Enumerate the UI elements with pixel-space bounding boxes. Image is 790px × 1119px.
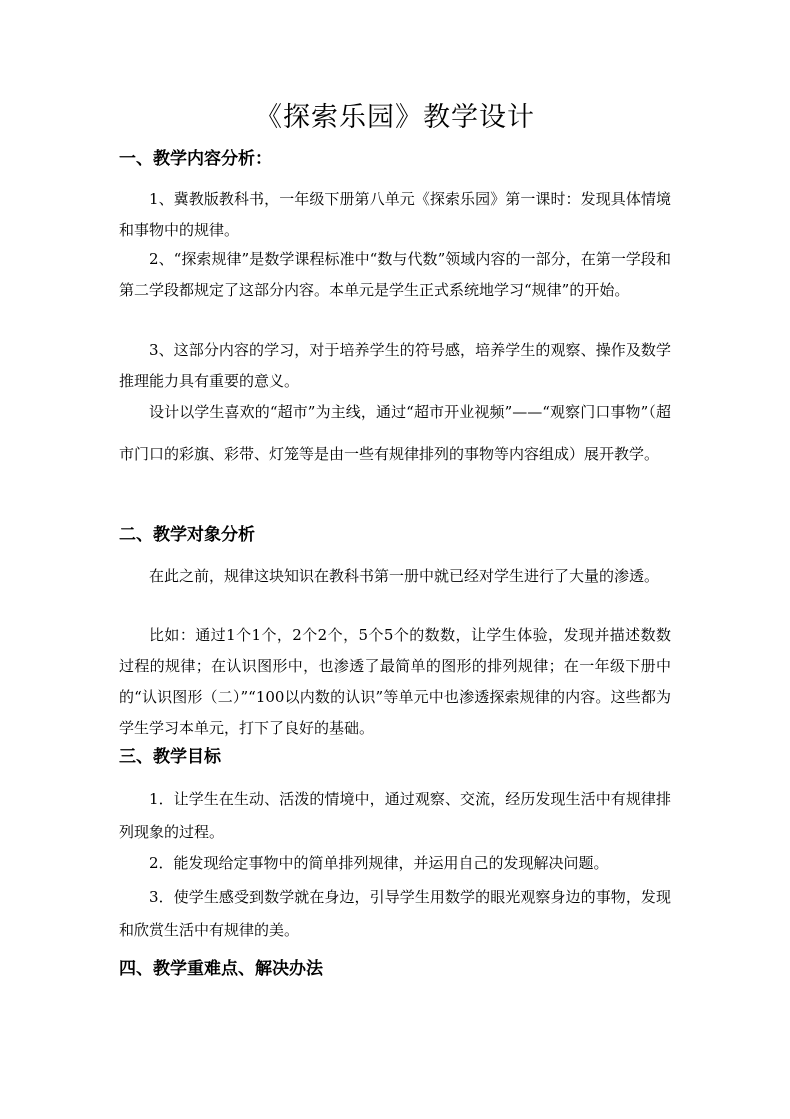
paragraph-textbook: 1、冀教版教科书，一年级下册第八单元《探索乐园》第一课时：发现具体情境和事物中的规律。 (119, 190, 671, 239)
paragraph-examples: 比如：通过1个1个，2个2个，5个5个的数数，让学生体验，发现并描述数数过程的规律；在认识图形中，也渗透了最简单的图形的排列规律；在一年级下册中的“认识图形（二）”“100以内数的认识”等单元中也渗透探索规律的内容。这些都为学生学习本单元，打下了良好的基础。 (119, 626, 671, 737)
section-heading-learner-analysis: 二、教学对象分析 (119, 525, 255, 545)
section-heading-content-analysis: 一、教学内容分析： (119, 149, 272, 169)
paragraph-goal-2: 2．能发现给定事物中的简单排列规律，并运用自己的发现解决问题。 (149, 854, 609, 872)
paragraph-prior-knowledge: 在此之前，规律这块知识在教科书第一册中就已经对学生进行了大量的渗透。 (149, 567, 660, 585)
paragraph-curriculum-standard: 2、“探索规律”是数学课程标准中“数与代数”领域内容的一部分，在第一学段和第二学段都规定了这部分内容。本单元是学生正式系统地学习“规律”的开始。 (119, 250, 671, 299)
document-title: 《探索乐园》教学设计 (255, 102, 535, 133)
paragraph-design: 设计以学生喜欢的“超市”为主线，通过“超市开业视频”——“观察门口事物”（超市门口的彩旗、彩带、灯笼等是由一些有规律排列的事物等内容组成）展开教学。 (119, 403, 671, 463)
section-heading-teaching-goals: 三、教学目标 (119, 747, 221, 767)
paragraph-goal-1: 1．让学生在生动、活泼的情境中，通过观察、交流，经历发现生活中有规律排列现象的过程。 (119, 790, 671, 841)
section-heading-key-points: 四、教学重难点、解决办法 (119, 959, 323, 979)
paragraph-goal-3: 3．使学生感受到数学就在身边，引导学生用数学的眼光观察身边的事物，发现和欣赏生活中有规律的美。 (119, 888, 671, 939)
paragraph-significance: 3、这部分内容的学习，对于培养学生的符号感，培养学生的观察、操作及数学推理能力具有重要的意义。 (119, 341, 671, 390)
